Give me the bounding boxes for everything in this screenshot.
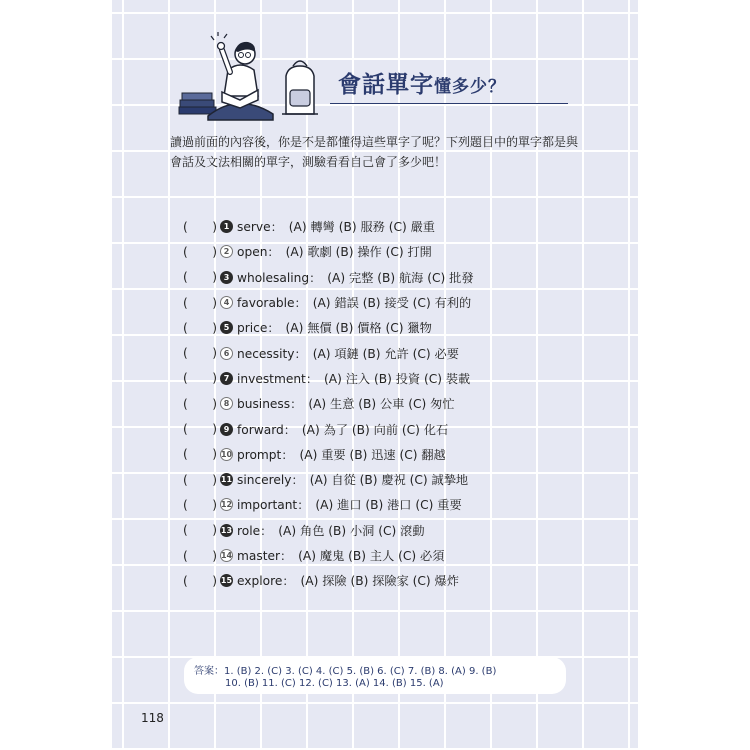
answer-blank[interactable] <box>183 498 217 512</box>
question-number-badge: 9 <box>220 423 233 436</box>
question-options: (A) 轉彎 (B) 服務 (C) 嚴重 <box>288 220 435 235</box>
paren-close: ) <box>212 447 217 462</box>
question-word-text: wholesaling <box>237 270 310 285</box>
question-word: wholesaling： <box>237 270 322 285</box>
question-word-text: price <box>237 321 268 336</box>
paren-close: ) <box>212 346 217 361</box>
question-number-badge: 2 <box>220 245 233 258</box>
question-item <box>183 467 583 492</box>
question-item <box>183 265 583 290</box>
question-word-text: investment <box>237 371 306 386</box>
question-word: prompt： <box>237 447 294 462</box>
paren-open: ( <box>183 447 188 462</box>
intro-paragraph <box>170 132 590 172</box>
answer-line-2: 10. (B) 11. (C) 12. (C) 13. (A) 14. (B) 15. (A) <box>225 678 444 689</box>
question-options: (A) 錯誤 (B) 接受 (C) 有利的 <box>312 296 472 311</box>
question-word: favorable： <box>237 296 307 311</box>
intro-line: 讀過前面的內容後，你是不是都懂得這些單字了呢？下列題目中的單字都是與 <box>170 135 579 149</box>
question-number-badge: 8 <box>220 397 233 410</box>
question-item <box>183 442 583 467</box>
paren-open: ( <box>183 371 188 386</box>
question-word: forward： <box>237 422 296 437</box>
paren-open: ( <box>183 548 188 563</box>
question-number-badge: 13 <box>220 525 233 535</box>
paren-close: ) <box>212 523 217 538</box>
title-sub: 懂多少？ <box>434 77 506 97</box>
question-number-badge: 12 <box>220 500 233 510</box>
question-word: important： <box>237 498 310 513</box>
question-word: investment： <box>237 371 319 386</box>
question-number-badge: 3 <box>220 271 233 284</box>
answer-blank[interactable] <box>183 574 217 588</box>
paren-close: ) <box>212 295 217 310</box>
question-word-text: sincerely <box>237 473 292 488</box>
question-word: master： <box>237 549 293 563</box>
question-word-text: business <box>237 397 291 412</box>
question-number-badge: 5 <box>220 321 233 334</box>
answer-blank[interactable] <box>183 422 217 436</box>
question-word: business： <box>237 397 303 412</box>
paren-open: ( <box>183 346 188 361</box>
question-word-text: forward <box>237 422 284 437</box>
question-item <box>183 492 583 517</box>
question-options: (A) 注入 (B) 投資 (C) 裝載 <box>324 371 471 386</box>
question-number-badge: 14 <box>220 551 233 560</box>
question-item <box>183 391 583 416</box>
question-word: role： <box>237 523 273 538</box>
question-word-text: important <box>237 498 298 513</box>
answer-blank[interactable] <box>183 220 217 234</box>
question-word: price： <box>237 321 280 336</box>
question-options: (A) 進口 (B) 港口 (C) 重要 <box>315 498 462 513</box>
question-item <box>183 239 583 264</box>
answer-blank[interactable] <box>183 447 217 461</box>
answer-blank[interactable] <box>183 523 217 537</box>
question-item <box>183 543 583 568</box>
question-number-badge: 11 <box>220 475 233 485</box>
question-options: (A) 生意 (B) 公車 (C) 匆忙 <box>308 397 455 412</box>
paren-close: ) <box>212 573 217 588</box>
question-item <box>183 366 583 391</box>
question-word-text: open <box>237 245 268 260</box>
question-options: (A) 自從 (B) 慶祝 (C) 誠摯地 <box>309 473 469 488</box>
paren-open: ( <box>183 573 188 588</box>
question-word-text: serve <box>237 220 271 235</box>
paren-close: ) <box>212 371 217 386</box>
paren-open: ( <box>183 244 188 259</box>
intro-line: 會話及文法相關的單字，測驗看看自己會了多少吧！ <box>170 155 447 169</box>
paren-open: ( <box>183 523 188 538</box>
paren-open: ( <box>183 320 188 335</box>
answer-blank[interactable] <box>183 270 217 284</box>
question-word: explore： <box>237 574 295 589</box>
question-word: open： <box>237 245 280 260</box>
question-number-badge: 7 <box>220 372 233 385</box>
page-number: 118 <box>141 711 164 725</box>
question-word-text: explore <box>237 574 283 589</box>
question-options: (A) 角色 (B) 小洞 (C) 滾動 <box>278 523 425 538</box>
question-word-text: necessity <box>237 346 295 361</box>
answer-blank[interactable] <box>183 346 217 360</box>
question-item <box>183 568 583 593</box>
question-list <box>183 214 583 593</box>
paren-open: ( <box>183 219 188 234</box>
paren-close: ) <box>212 548 217 563</box>
question-options: (A) 重要 (B) 迅速 (C) 翻越 <box>299 447 446 462</box>
question-item <box>183 214 583 239</box>
question-options: (A) 魔鬼 (B) 主人 (C) 必須 <box>298 549 445 563</box>
page-title <box>338 66 506 99</box>
paren-open: ( <box>183 472 188 487</box>
question-item <box>183 290 583 315</box>
question-options: (A) 項鏈 (B) 允許 (C) 必要 <box>312 346 459 361</box>
answer-blank[interactable] <box>183 245 217 259</box>
question-number-badge: 4 <box>220 296 233 309</box>
paren-open: ( <box>183 497 188 512</box>
title-underline <box>330 103 568 104</box>
question-word: sincerely： <box>237 473 304 488</box>
answer-blank[interactable] <box>183 321 217 335</box>
question-number-badge: 15 <box>220 576 233 586</box>
paren-close: ) <box>212 270 217 285</box>
title-main: 會話單字 <box>338 72 434 98</box>
question-word-text: favorable <box>237 296 295 311</box>
question-word: serve： <box>237 220 283 235</box>
student-reading-illustration <box>178 30 328 122</box>
question-options: (A) 為了 (B) 向前 (C) 化石 <box>301 422 449 437</box>
paren-open: ( <box>183 295 188 310</box>
paren-close: ) <box>212 244 217 259</box>
paren-open: ( <box>183 270 188 285</box>
answer-blank[interactable] <box>183 549 217 563</box>
paren-close: ) <box>212 497 217 512</box>
answer-box <box>184 657 566 694</box>
answer-blank[interactable] <box>183 371 217 385</box>
question-word-text: role <box>237 523 261 538</box>
paren-close: ) <box>212 396 217 411</box>
question-item <box>183 340 583 365</box>
paren-close: ) <box>212 422 217 437</box>
paren-close: ) <box>212 219 217 234</box>
question-options: (A) 完整 (B) 航海 (C) 批發 <box>327 270 474 285</box>
answer-blank[interactable] <box>183 296 217 310</box>
question-item <box>183 416 583 441</box>
paren-open: ( <box>183 396 188 411</box>
question-word: necessity： <box>237 346 307 361</box>
question-options: (A) 無價 (B) 價格 (C) 獵物 <box>285 321 432 336</box>
question-item <box>183 518 583 543</box>
answer-blank[interactable] <box>183 473 217 487</box>
question-number-badge: 6 <box>220 347 233 360</box>
question-number-badge: 10 <box>220 449 233 459</box>
question-word-text: master <box>237 549 280 563</box>
question-options: (A) 探險 (B) 探險家 (C) 爆炸 <box>300 574 459 589</box>
question-options: (A) 歌劇 (B) 操作 (C) 打開 <box>285 245 432 260</box>
answer-line-1: 答案：1. (B) 2. (C) 3. (C) 4. (C) 5. (B) 6. (C) 7. (B) 8. (A) 9. (B) <box>194 666 497 677</box>
question-word-text: prompt <box>237 447 282 462</box>
question-item <box>183 315 583 340</box>
paren-open: ( <box>183 422 188 437</box>
paren-close: ) <box>212 472 217 487</box>
paren-close: ) <box>212 320 217 335</box>
answer-blank[interactable] <box>183 397 217 411</box>
question-number-badge: 1 <box>220 220 233 233</box>
